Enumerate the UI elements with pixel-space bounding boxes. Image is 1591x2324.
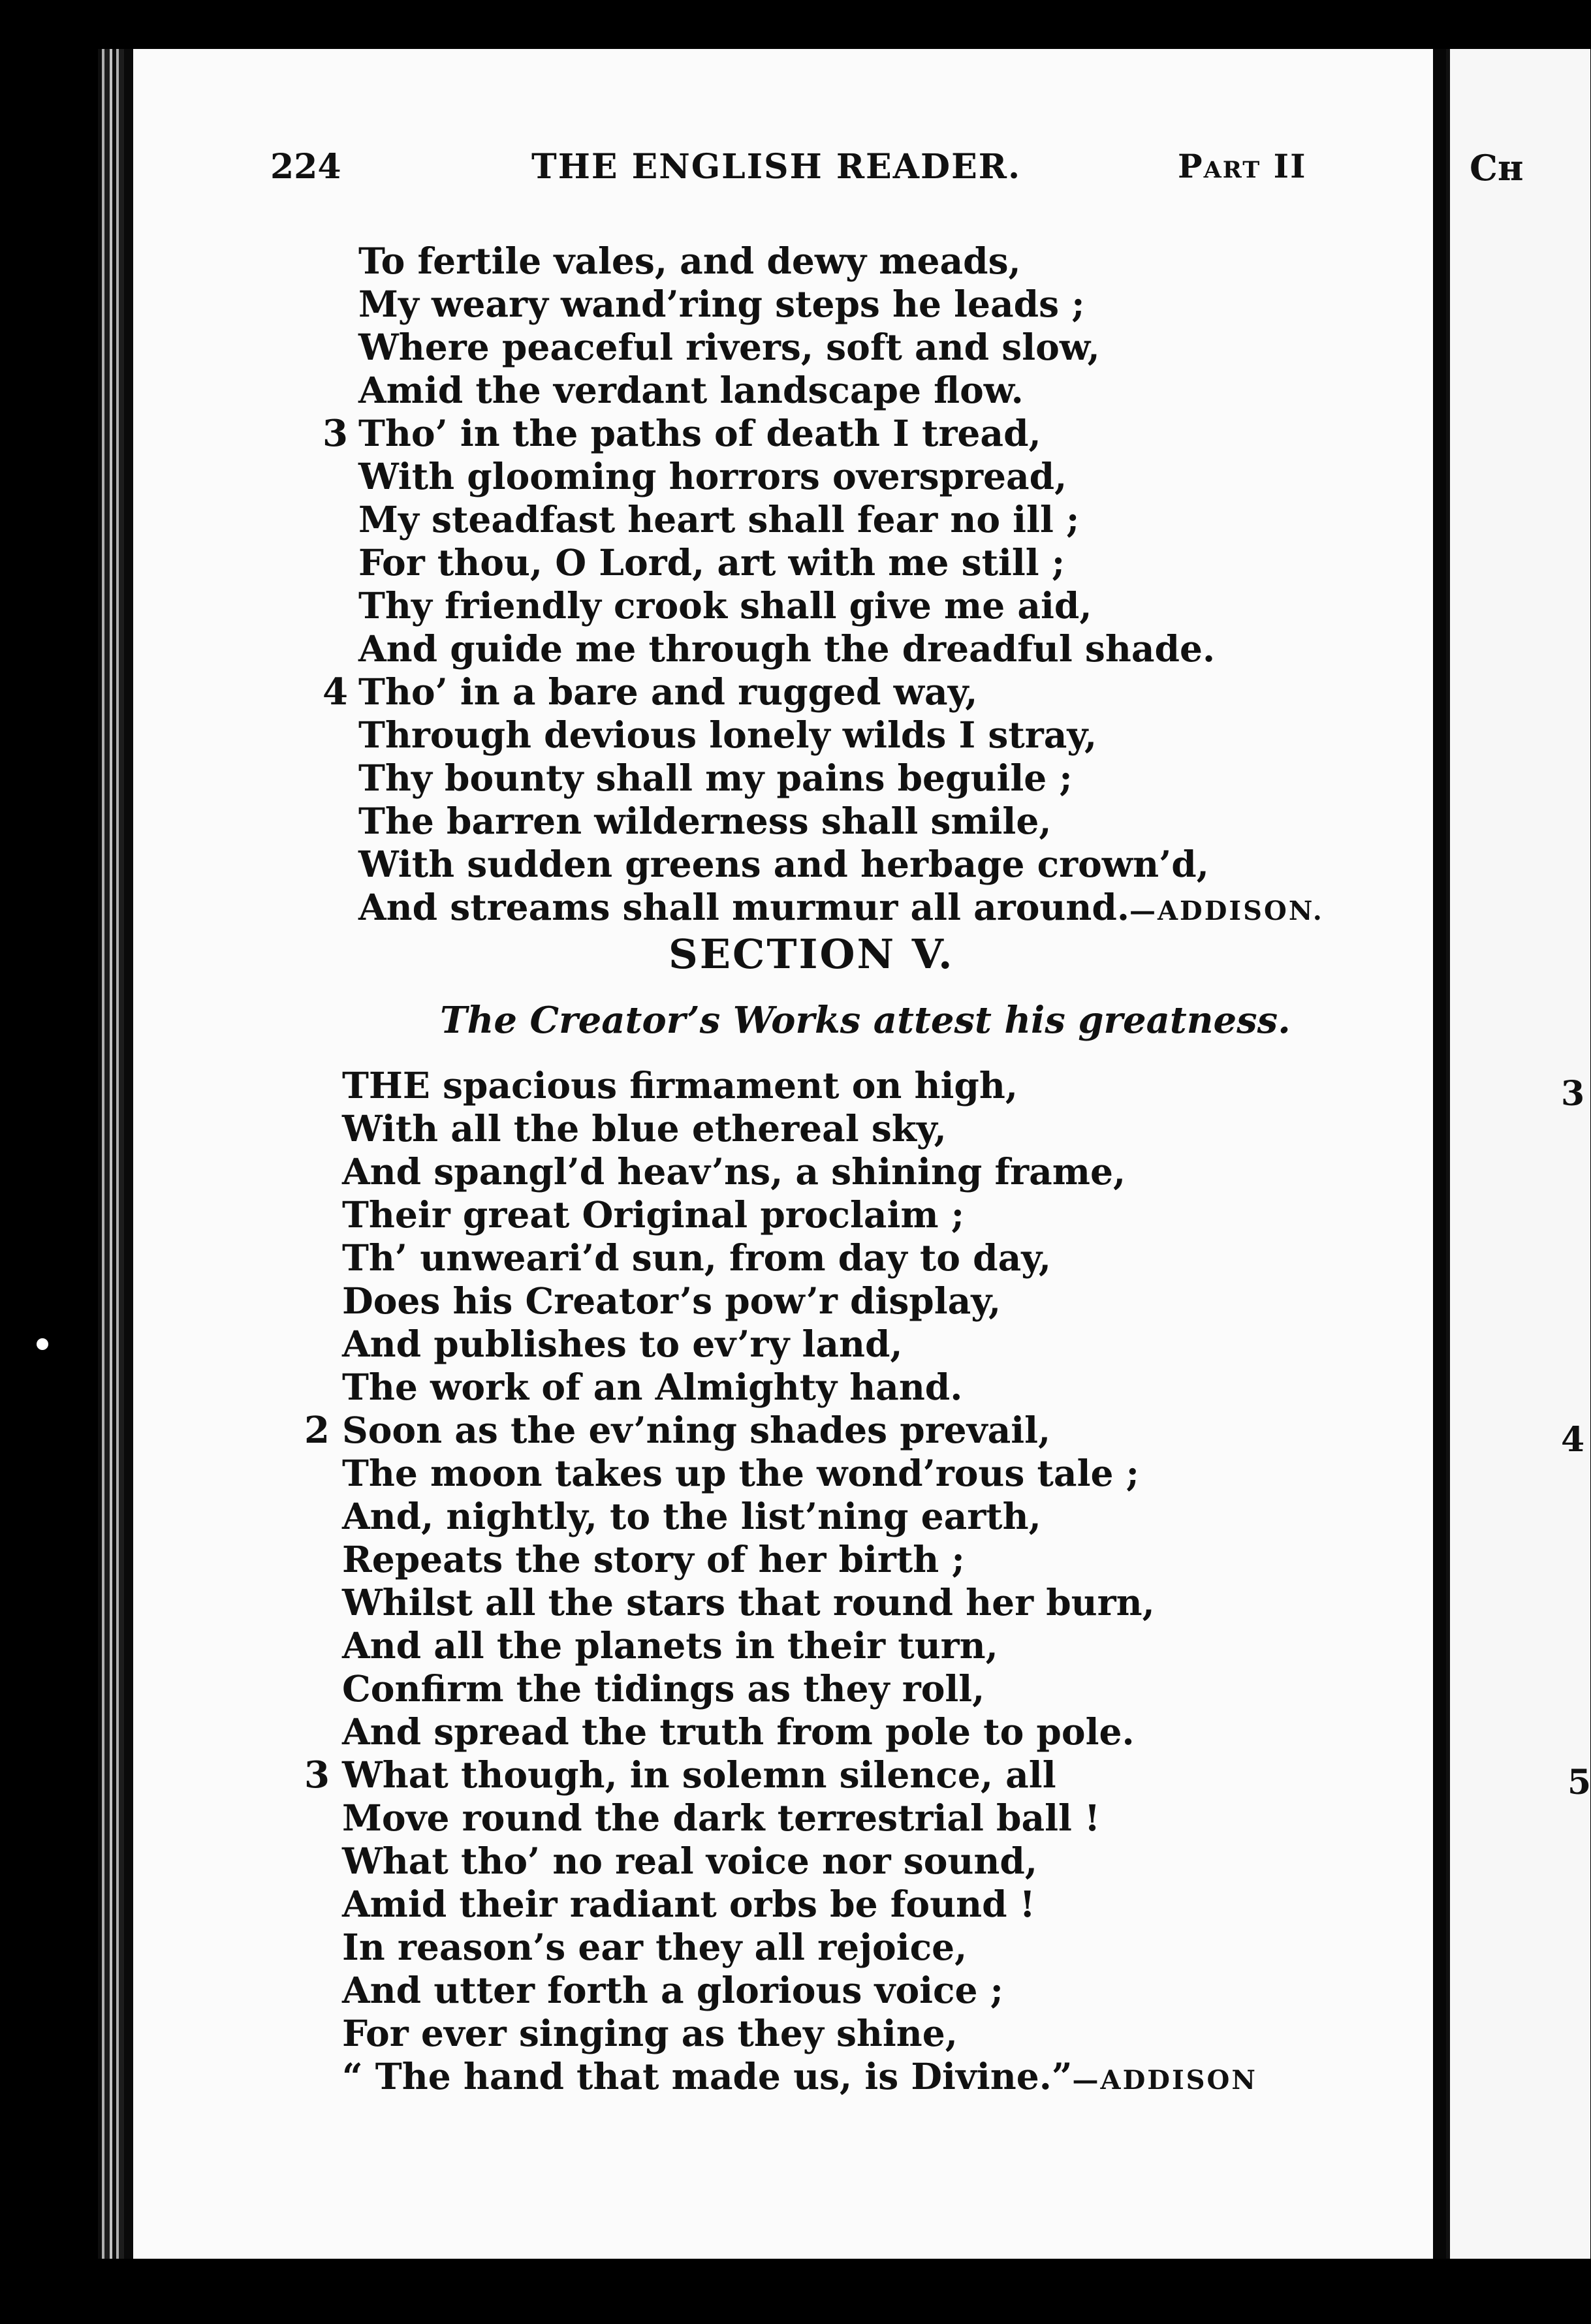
verse-line: With all the blue ethereal sky, — [342, 1107, 947, 1150]
verse-line: Their great Original proclaim ; — [342, 1193, 965, 1236]
running-part: Part II — [1178, 147, 1307, 185]
verse-line: Tho’ in the paths of death I tread, — [358, 412, 1041, 454]
book-page — [124, 49, 1442, 2259]
verse-line: Th’ unweari’d sun, from day to day, — [342, 1236, 1052, 1279]
verse-line: And utter forth a glorious voice ; — [342, 1969, 1003, 2011]
running-head — [133, 147, 1442, 206]
verse-line: In reason’s ear they all rejoice, — [342, 1926, 968, 1968]
stanza-number: 3 — [323, 412, 348, 455]
verse-line: Whilst all the stars that round her burn, — [342, 1581, 1155, 1624]
running-title: THE ENGLISH READER. — [531, 147, 1022, 187]
verse-line: And guide me through the dreadful shade. — [358, 627, 1216, 670]
verse-line: Tho’ in a bare and rugged way, — [358, 670, 978, 713]
stanza-number: 4 — [323, 670, 348, 714]
facing-margin-number: 3 — [1561, 1074, 1585, 1114]
verse-line: For thou, O Lord, art with me still ; — [358, 541, 1065, 584]
scan-speck — [37, 1338, 48, 1350]
verse-line: Amid their radiant orbs be found ! — [342, 1883, 1035, 1925]
verse-line: The barren wilderness shall smile, — [358, 800, 1052, 842]
verse-line: And spangl’d heav’ns, a shining frame, — [342, 1150, 1126, 1193]
verse-line: Confirm the tidings as they roll, — [342, 1667, 985, 1710]
verse-line: And all the planets in their turn, — [342, 1624, 998, 1667]
stanza-number: 2 — [304, 1409, 330, 1452]
verse-line: For ever singing as they shine, — [342, 2012, 958, 2054]
verse-line: Thy friendly crook shall give me aid, — [358, 584, 1092, 627]
verse-line: And spread the truth from pole to pole. — [342, 1710, 1135, 1753]
page-gutter — [1433, 49, 1446, 2259]
verse-line: Where peaceful rivers, soft and slow, — [358, 326, 1100, 368]
verse-line: With glooming horrors overspread, — [358, 455, 1067, 497]
section-subtitle: The Creator’s Works attest his greatness. — [440, 999, 1291, 1042]
verse-line: Through devious lonely wilds I stray, — [358, 714, 1097, 756]
verse-line: And publishes to ev’ry land, — [342, 1323, 903, 1365]
verse-line-last — [358, 886, 1324, 929]
section-title: SECTION V. — [669, 930, 954, 978]
verse-line: What though, in solemn silence, all — [342, 1753, 1056, 1796]
verse-line: My steadfast heart shall fear no ill ; — [358, 498, 1080, 541]
verse-line: The moon takes up the wond’rous tale ; — [342, 1452, 1139, 1494]
verse-line: To fertile vales, and dewy meads, — [358, 240, 1021, 282]
facing-margin-number: 4 — [1561, 1420, 1585, 1460]
verse-line: The work of an Almighty hand. — [342, 1366, 963, 1408]
verse-text: “ The hand that made us, is Divine.” — [342, 2055, 1073, 2097]
verse-line-last — [342, 2055, 1257, 2098]
facing-page-header: Cʜ — [1470, 147, 1524, 189]
verse-line: Amid the verdant landscape flow. — [358, 369, 1024, 411]
attribution: —ADDISON — [1072, 2065, 1257, 2096]
verse-line: Thy bounty shall my pains beguile ; — [358, 757, 1073, 799]
verse-text: And streams shall murmur all around. — [358, 886, 1129, 928]
verse-line: Move round the dark terrestrial ball ! — [342, 1797, 1101, 1839]
verse-line: Does his Creator’s pow’r display, — [342, 1280, 1001, 1322]
verse-line: Repeats the story of her birth ; — [342, 1538, 965, 1580]
facing-margin-number: 5 — [1567, 1763, 1591, 1802]
verse-line: My weary wand’ring steps he leads ; — [358, 283, 1085, 325]
verse-line: With sudden greens and herbage crown’d, — [358, 843, 1209, 885]
verse-line: What tho’ no real voice nor sound, — [342, 1840, 1037, 1882]
stanza-number: 3 — [304, 1753, 330, 1797]
facing-page-edge — [1446, 49, 1590, 2259]
verse-line: And, nightly, to the list’ning earth, — [342, 1495, 1041, 1537]
page-number: 224 — [270, 147, 341, 187]
attribution: —ADDISON. — [1129, 896, 1324, 926]
verse-line: Soon as the ev’ning shades prevail, — [342, 1409, 1051, 1451]
verse-line: THE spacious firmament on high, — [342, 1064, 1018, 1107]
